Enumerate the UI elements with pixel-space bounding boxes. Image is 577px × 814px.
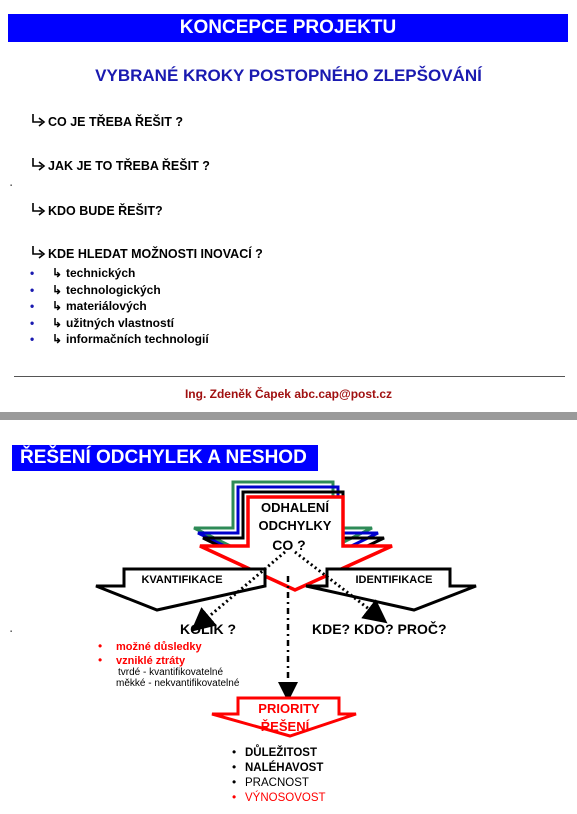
stray-mark-icon: ▪ [10, 629, 13, 635]
slide1-title-banner [8, 14, 568, 42]
bullet-icon: • [232, 760, 237, 774]
question-text: CO JE TŘEBA ŘEŠIT ? [48, 115, 183, 129]
bullet-icon: • [232, 775, 237, 789]
dot-icon: • [30, 266, 35, 280]
slide-separator [0, 412, 577, 420]
slide2-title: ŘEŠENÍ ODCHYLEK A NESHOD [20, 447, 307, 468]
list-item-label: užitných vlastností [66, 316, 175, 330]
list-item [30, 332, 209, 346]
bullet-icon: • [98, 653, 103, 667]
hooked-arrow-icon [30, 157, 48, 173]
list-item [30, 316, 174, 330]
criteria-list [232, 745, 326, 804]
priority-label-1: PRIORITY [258, 701, 320, 716]
hooked-arrow-icon [30, 113, 48, 129]
criteria-item: DŮLEŽITOST [245, 747, 317, 759]
priority-label-2: ŘEŠENÍ [260, 719, 310, 734]
hooked-arrow-icon: ↳ [52, 332, 63, 346]
criteria-item: NALÉHAVOST [245, 762, 324, 774]
question-item [30, 113, 183, 129]
hooked-arrow-icon: ↳ [52, 316, 63, 330]
hooked-arrow-icon: ↳ [52, 283, 63, 297]
question-item [30, 202, 163, 218]
slide1-title: KONCEPCE PROJEKTU [179, 17, 397, 38]
dot-icon: • [30, 316, 35, 330]
list-item-label: materiálových [66, 299, 147, 313]
stray-mark-icon: ▪ [10, 183, 13, 189]
question-item [30, 245, 263, 261]
dot-icon: • [30, 332, 35, 346]
detection-text-1: ODHALENÍ [261, 500, 329, 515]
hooked-arrow-icon [30, 202, 48, 218]
identification-label: IDENTIFIKACE [355, 574, 433, 586]
consequence-item: možné důsledky [116, 641, 202, 653]
list-item [30, 283, 161, 297]
slide1-subtitle: VYBRANÉ KROKY POSTOPNÉHO ZLEPŠOVÁNÍ [95, 66, 482, 85]
hooked-arrow-icon [30, 245, 48, 261]
list-item [30, 299, 147, 313]
list-item-label: informačních technologií [66, 332, 209, 346]
detection-text-3: CO ? [272, 537, 306, 553]
question-text: JAK JE TO TŘEBA ŘEŠIT ? [48, 159, 210, 173]
question-text: KDE HLEDAT MOŽNOSTI INOVACÍ ? [48, 247, 263, 261]
hooked-arrow-icon: ↳ [52, 299, 63, 313]
detection-text-2: ODCHYLKY [258, 518, 332, 533]
question-text: KDO BUDE ŘEŠIT? [48, 204, 163, 218]
consequence-item: vzniklé ztráty [116, 655, 186, 667]
loss-type: tvrdé - kvantifikovatelné [118, 667, 224, 678]
bullet-icon: • [232, 745, 237, 759]
dot-icon: • [30, 299, 35, 313]
dot-icon: • [30, 283, 35, 297]
hooked-arrow-icon: ↳ [52, 266, 63, 280]
problem-solving-diagram [0, 470, 577, 814]
loss-type: měkké - nekvantifikovatelné [116, 678, 240, 689]
quantification-label: KVANTIFIKACE [141, 574, 223, 586]
list-item-label: technických [66, 266, 136, 280]
list-item [30, 266, 135, 280]
list-item-label: technologických [66, 283, 161, 297]
bullet-icon: • [232, 790, 237, 804]
kde-kdo-proc-question: KDE? KDO? PROČ? [312, 621, 447, 637]
question-item [30, 157, 210, 173]
slide2-title-banner [12, 445, 318, 471]
divider [14, 376, 565, 377]
author-contact: Ing. Zdeněk Čapek abc.cap@post.cz [184, 387, 393, 401]
criteria-item: PRACNOST [245, 777, 309, 789]
criteria-item: VÝNOSOVOST [245, 792, 326, 804]
bullet-icon: • [98, 639, 103, 653]
kolik-question: KOLIK ? [180, 621, 236, 637]
